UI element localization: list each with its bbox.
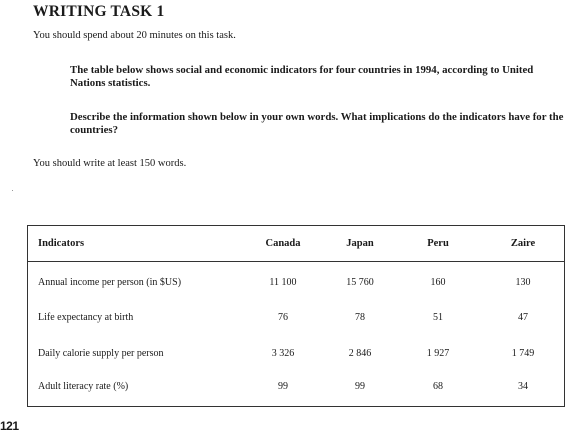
- table-header-indicators: Indicators: [38, 238, 85, 249]
- cell-life-peru: 51: [433, 312, 443, 323]
- cell-income-canada: 11 100: [269, 277, 297, 288]
- cell-literacy-peru: 68: [433, 381, 443, 392]
- time-instruction: You should spend about 20 minutes on this task.: [33, 30, 236, 41]
- cell-literacy-japan: 99: [355, 381, 365, 392]
- row-label-life-expectancy: Life expectancy at birth: [38, 312, 134, 323]
- table-header-zaire: Zaire: [510, 238, 536, 249]
- row-label-income: Annual income per person (in $US): [38, 277, 182, 288]
- cell-calorie-zaire: 1 749: [511, 348, 535, 359]
- cell-calorie-japan: 2 846: [348, 348, 372, 359]
- cell-literacy-canada: 99: [278, 381, 288, 392]
- cell-income-peru: 160: [430, 277, 446, 288]
- task-title: WRITING TASK 1: [33, 3, 165, 20]
- task-prompt: The table below shows social and economic indicators for four countries in 1994, according to United Nations statistics.: [70, 64, 534, 89]
- word-count-instruction: You should write at least 150 words.: [33, 158, 187, 169]
- indicators-table: [27, 225, 565, 407]
- header-divider: [28, 261, 564, 262]
- cell-life-japan: 78: [355, 312, 365, 323]
- scan-speck: [12, 190, 13, 191]
- cell-calorie-canada: 3 326: [271, 348, 295, 359]
- cell-calorie-peru: 1 927: [426, 348, 450, 359]
- table-header-japan: Japan: [346, 238, 374, 249]
- table-header-canada: Canada: [265, 238, 301, 249]
- cell-life-canada: 76: [278, 312, 288, 323]
- cell-income-japan: 15 760: [346, 277, 374, 288]
- row-label-literacy: Adult literacy rate (%): [38, 381, 129, 392]
- cell-life-zaire: 47: [518, 312, 528, 323]
- task-question: Describe the information shown below in your own words. What implications do the indicators have for the countries?: [70, 111, 564, 136]
- page-number: 121: [0, 419, 19, 433]
- row-label-calorie-supply: Daily calorie supply per person: [38, 348, 164, 359]
- cell-income-zaire: 130: [515, 277, 531, 288]
- cell-literacy-zaire: 34: [518, 381, 528, 392]
- table-header-peru: Peru: [427, 238, 449, 249]
